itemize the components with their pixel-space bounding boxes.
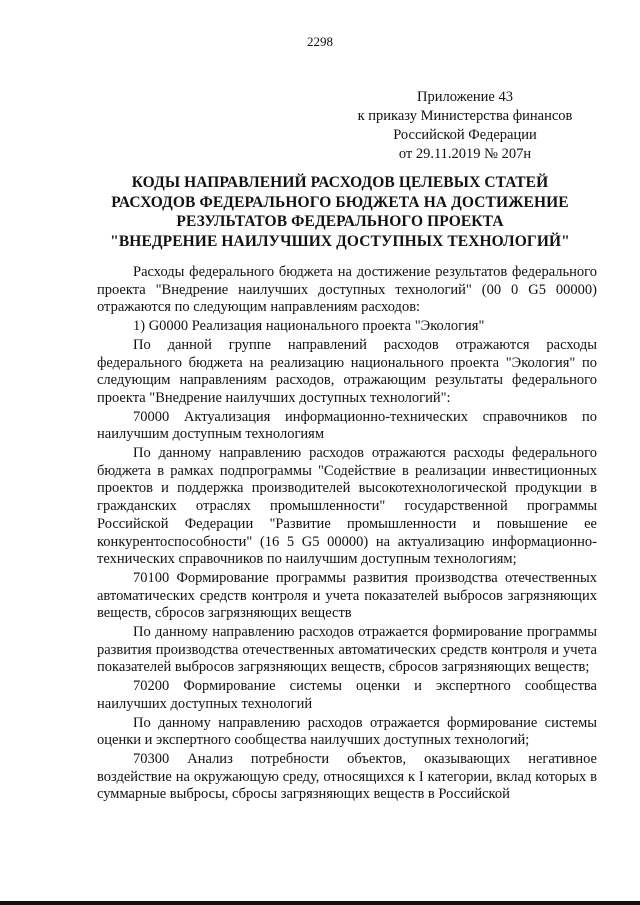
expense-code-item: 70300 Анализ потребности объектов, оказывающих негативное воздействие на окружающую среду, относящихся к I категории, вклад которых в суммарные выбросы, сбросы загрязняющих веществ в Российской [97,750,597,803]
title-line: РЕЗУЛЬТАТОВ ФЕДЕРАЛЬНОГО ПРОЕКТА [176,213,504,230]
body-paragraph: По данной группе направлений расходов отражаются расходы федерального бюджета на реализацию национального проекта "Экология" по следующим направлениям расходов, отражающим результаты федерального проекта "Внедрение наилучших доступных технологий": [97,336,597,406]
appendix-line: к приказу Министерства финансов [357,108,573,124]
expense-code-item: 70100 Формирование программы развития производства отечественных автоматических средств контроля и учета показателей выбросов загрязняющих веществ, сбросов загрязняющих веществ [97,569,597,622]
expense-code-item: 70200 Формирование системы оценки и экспертного сообщества наилучших доступных технологий [97,678,597,712]
scan-edge [0,901,640,905]
document-title [95,173,585,251]
body-paragraph: По данному направлению расходов отражаются расходы федерального бюджета в рамках подпрограммы "Содействие в реализации инвестиционных проектов и поддержка производителей высокотехнологической продукции в гражданских отраслях промышленности" государственной программы Российской Федерации "Развитие промышленности и повышение ее конкурентоспособности" (16 5 G5 00000) на актуализацию информационно-технических справочников по наилучшим доступным технологиям; [97,445,597,568]
body-paragraph: По данному направлению расходов отражается формирование программы развития производства отечественных автоматических средств контроля и учета показателей выбросов загрязняющих веществ, сбросов загрязняющих веществ; [97,624,597,676]
section-heading: 1) G0000 Реализация национального проекта "Экология" [133,318,485,335]
appendix-reference [330,88,600,164]
appendix-line: Приложение 43 [417,89,513,105]
expense-code-item: 70000 Актуализация информационно-технических справочников по наилучшим доступным технологиям [97,408,597,443]
document-body [97,264,597,804]
intro-paragraph: Расходы федерального бюджета на достижение результатов федерального проекта "Внедрение наилучших доступных технологий" (00 0 G5 00000) отражаются по следующим направлениям расходов: [97,264,597,316]
title-line: "ВНЕДРЕНИЕ НАИЛУЧШИХ ДОСТУПНЫХ ТЕХНОЛОГИЙ" [110,232,570,250]
title-line: КОДЫ НАПРАВЛЕНИЙ РАСХОДОВ ЦЕЛЕВЫХ СТАТЕЙ [131,174,549,191]
page-number: 2298 [307,34,333,49]
body-paragraph: По данному направлению расходов отражается формирование системы оценки и экспертного сообщества наилучших доступных технологий; [97,714,597,749]
appendix-line: от 29.11.2019 № 207н [398,146,532,162]
title-line: РАСХОДОВ ФЕДЕРАЛЬНОГО БЮДЖЕТА НА ДОСТИЖЕНИЕ [111,193,569,211]
appendix-line: Российской Федерации [393,127,537,143]
